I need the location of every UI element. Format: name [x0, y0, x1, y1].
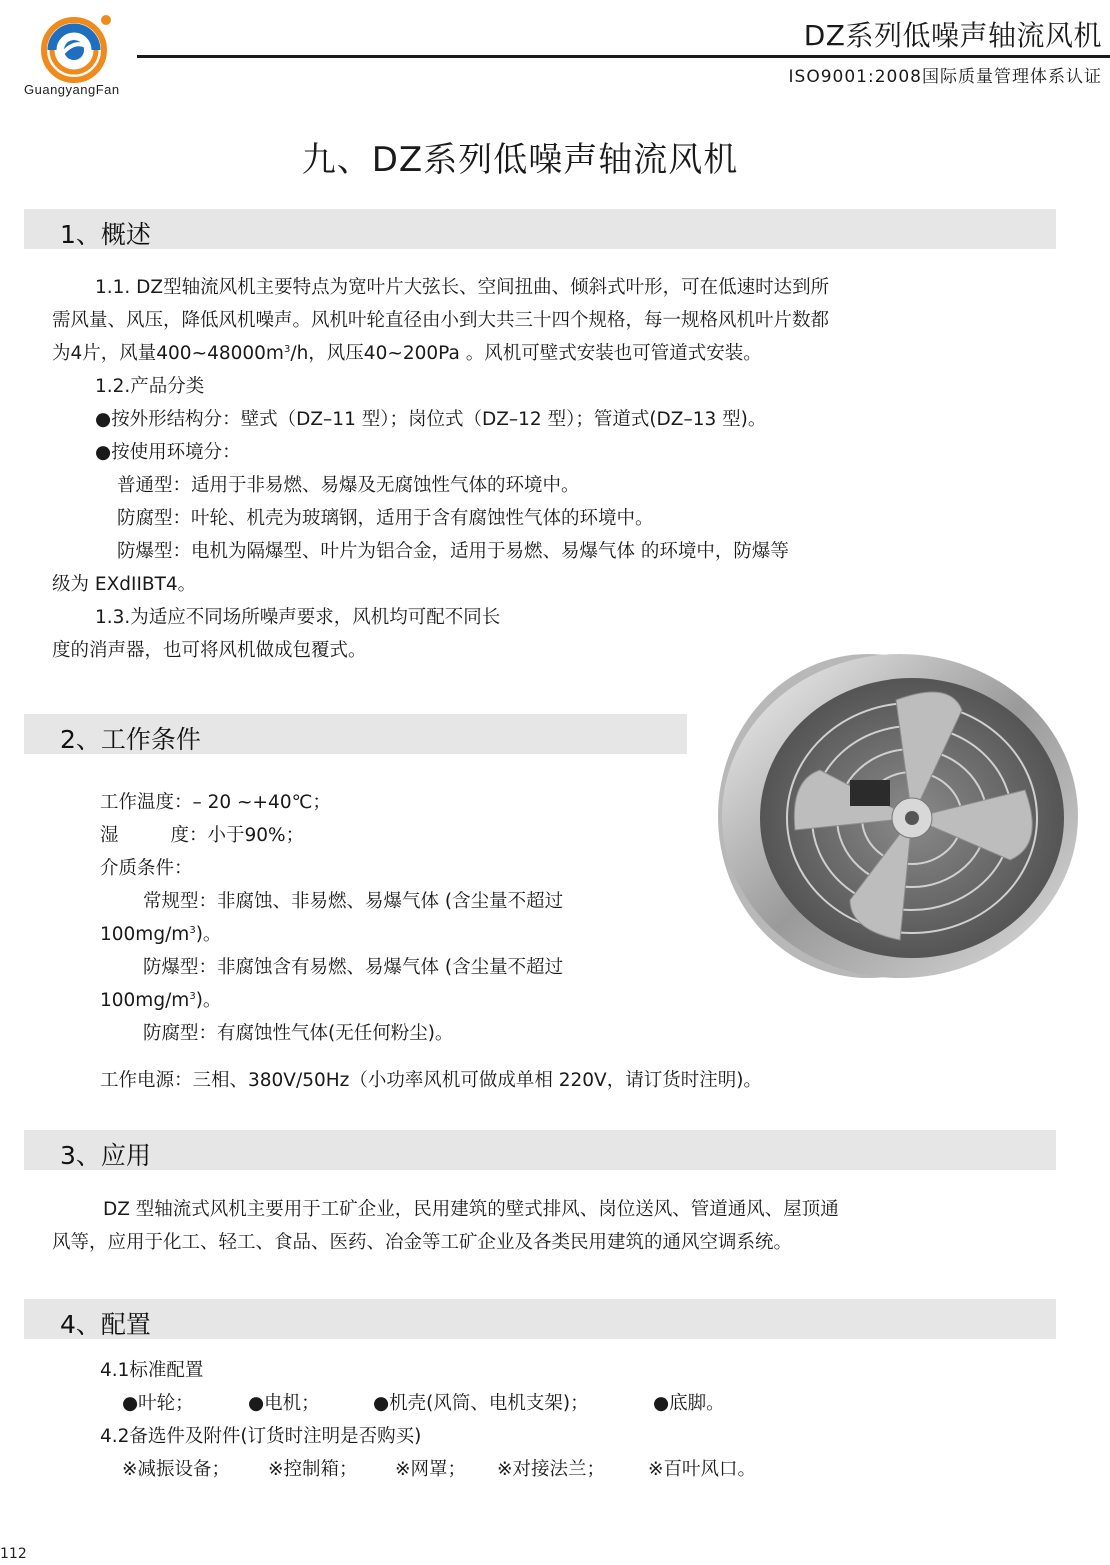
- classification-by-environment: ●按使用环境分：: [95, 442, 241, 463]
- optional-config-item: ※百叶风口。: [648, 1459, 757, 1480]
- section-heading-text: 1、概述: [60, 220, 151, 249]
- section-heading-text: 2、工作条件: [60, 725, 201, 754]
- optional-config-item: ※网罩；: [395, 1459, 467, 1480]
- medium-conditions: 介质条件：: [100, 858, 193, 879]
- application-line-2: 风等，应用于化工、轻工、食品、医药、冶金等工矿企业及各类民用建筑的通风空调系统。: [52, 1232, 793, 1253]
- classification-heading: 1.2.产品分类: [95, 376, 205, 397]
- section-heading-text: 4、配置: [60, 1310, 151, 1339]
- standard-config-label: 4.1标准配置: [100, 1360, 204, 1381]
- page-title: 九、DZ系列低噪声轴流风机: [301, 140, 739, 180]
- medium-standard: 常规型：非腐蚀、非易燃、易爆气体 (含尘量不超过: [143, 891, 564, 912]
- type-normal: 普通型：适用于非易燃、易爆及无腐蚀性气体的环境中。: [117, 475, 580, 496]
- brand-name: GuangyangFan: [24, 82, 120, 97]
- standard-config-item: ●电机；: [248, 1393, 320, 1414]
- classification-by-structure: ●按外形结构分：壁式（DZ–11 型）；岗位式（DZ–12 型）；管道式(DZ–13 型)。: [95, 409, 767, 430]
- optional-config-item: ※减振设备；: [122, 1459, 231, 1480]
- section-heading-configuration: [24, 1299, 1056, 1339]
- logo-icon: [22, 10, 122, 86]
- medium-explosion-proof-dust: $100mg/m^3$)。: [100, 990, 222, 1011]
- optional-config-item: ※控制箱；: [268, 1459, 358, 1480]
- page-number: 112: [0, 1546, 27, 1562]
- type-explosion-proof: 防爆型：电机为隔爆型、叶片为铝合金，适用于易燃、易爆气体 的环境中，防爆等: [117, 541, 789, 562]
- overview-line-1: 1.1. DZ型轴流风机主要特点为宽叶片大弦长、空间扭曲、倾斜式叶形，可在低速时达到所: [95, 277, 830, 298]
- type-anticorrosion: 防腐型：叶轮、机壳为玻璃钢，适用于含有腐蚀性气体的环境中。: [117, 508, 654, 529]
- standard-config-item: ●叶轮；: [122, 1393, 194, 1414]
- silencer-line-2: 度的消声器，也可将风机做成包覆式。: [52, 640, 367, 661]
- working-temperature: 工作温度：– 20 ~+40℃；: [100, 792, 331, 813]
- section-heading-working-conditions: [24, 714, 687, 754]
- medium-explosion-proof: 防爆型：非腐蚀含有易燃、易爆气体 (含尘量不超过: [143, 957, 564, 978]
- humidity: 湿 度：小于90%；: [100, 825, 305, 846]
- standard-config-item: ●底脚。: [653, 1393, 725, 1414]
- power-supply: 工作电源：三相、380V/50Hz（小功率风机可做成单相 220V，请订货时注明)。: [100, 1070, 762, 1091]
- type-explosion-proof-grade: 级为 EXdIIBT4。: [52, 574, 197, 595]
- optional-config-label: 4.2备选件及附件(订货时注明是否购买): [100, 1426, 422, 1447]
- silencer-line-1: 1.3.为适应不同场所噪声要求，风机均可配不同长: [95, 607, 501, 628]
- section-heading-application: [24, 1130, 1056, 1170]
- header-rule: [137, 55, 1110, 58]
- medium-anticorrosion: 防腐型：有腐蚀性气体(无任何粉尘)。: [143, 1023, 454, 1044]
- application-line-1: DZ 型轴流式风机主要用于工矿企业，民用建筑的壁式排风、岗位送风、管道通风、屋顶通: [103, 1199, 839, 1220]
- header-series-title: DZ系列低噪声轴流风机: [803, 19, 1102, 52]
- overview-line-2: 需风量、风压，降低风机噪声。风机叶轮直径由小到大共三十四个规格，每一规格风机叶片数都: [52, 310, 830, 331]
- axial-fan-image: [700, 640, 1080, 980]
- optional-config-item: ※对接法兰；: [497, 1459, 606, 1480]
- section-heading-text: 3、应用: [60, 1141, 151, 1170]
- overview-line-3: 为4片，风量$400\sim 48000m^3/h$，风压40~200Pa 。风机可壁式安装也可管道式安装。: [52, 343, 762, 364]
- standard-config-item: ●机壳(风筒、电机支架)；: [373, 1393, 589, 1414]
- medium-standard-dust: $100mg/m^3$)。: [100, 924, 222, 945]
- section-heading-overview: [24, 209, 1056, 249]
- header-certification: ISO9001:2008国际质量管理体系认证: [788, 67, 1102, 87]
